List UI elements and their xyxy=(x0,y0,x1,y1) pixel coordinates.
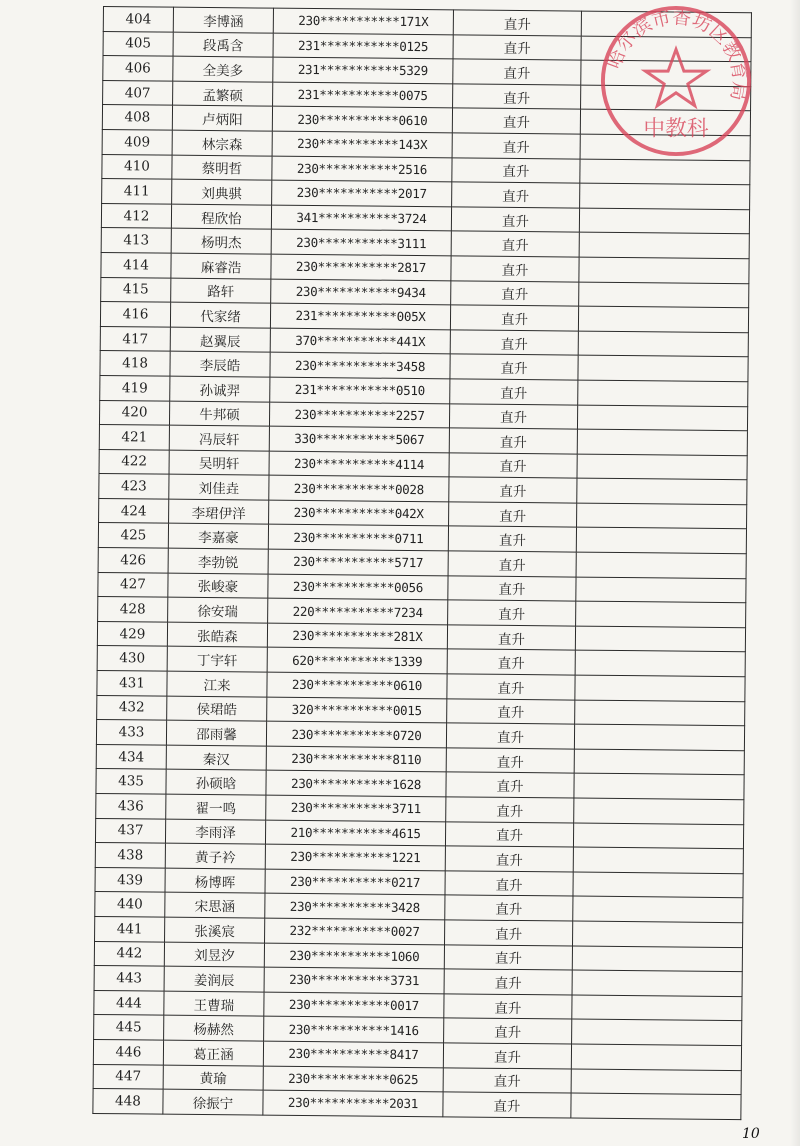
id-number-cell: 330***********5067 xyxy=(269,426,449,452)
id-number-cell: 230***********3458 xyxy=(270,352,450,378)
id-number-cell: 230***********042X xyxy=(269,500,449,526)
remarks-cell xyxy=(574,724,744,750)
student-name-cell: 侯珺皓 xyxy=(167,696,267,722)
remarks-cell xyxy=(575,626,745,652)
student-name-cell: 张皓森 xyxy=(167,622,267,648)
admission-type-cell: 直升 xyxy=(447,698,575,724)
student-name-cell: 程欣怡 xyxy=(171,204,271,230)
admission-type-cell: 直升 xyxy=(446,797,574,823)
id-number-cell: 231***********0075 xyxy=(273,82,453,108)
admission-type-cell: 直升 xyxy=(443,1043,571,1069)
student-name-cell: 孙硕晗 xyxy=(166,770,266,796)
remarks-cell xyxy=(574,773,744,799)
admission-type-cell: 直升 xyxy=(453,10,581,36)
row-number-cell: 421 xyxy=(99,425,169,450)
id-number-cell: 230***********1221 xyxy=(265,844,445,870)
admission-type-cell: 直升 xyxy=(447,649,575,675)
id-number-cell: 230***********1060 xyxy=(264,943,444,969)
id-number-cell: 230***********171X xyxy=(273,8,453,34)
roster-table-wrapper xyxy=(92,6,751,1120)
table-row xyxy=(93,1089,741,1120)
student-name-cell: 张溪宸 xyxy=(165,917,265,943)
student-name-cell: 宋思涵 xyxy=(165,893,265,919)
row-number-cell: 442 xyxy=(94,941,164,966)
student-name-cell: 赵翼辰 xyxy=(170,327,270,353)
student-name-cell: 刘昱汐 xyxy=(164,942,264,968)
id-number-cell: 320***********0015 xyxy=(267,697,447,723)
row-number-cell: 425 xyxy=(98,523,168,548)
id-number-cell: 231***********0125 xyxy=(273,33,453,59)
row-number-cell: 407 xyxy=(103,80,173,105)
student-name-cell: 黄瑜 xyxy=(163,1065,263,1091)
remarks-cell xyxy=(575,700,745,726)
admission-type-cell: 直升 xyxy=(452,182,580,208)
admission-type-cell: 直升 xyxy=(448,551,576,577)
remarks-cell xyxy=(576,577,746,603)
row-number-cell: 445 xyxy=(94,1015,164,1040)
id-number-cell: 230***********4114 xyxy=(269,451,449,477)
student-name-cell: 翟一鸣 xyxy=(166,794,266,820)
row-number-cell: 419 xyxy=(100,375,170,400)
remarks-cell xyxy=(581,11,751,37)
admission-type-cell: 直升 xyxy=(445,821,573,847)
admission-type-cell: 直升 xyxy=(448,575,576,601)
admission-type-cell: 直升 xyxy=(443,1092,571,1118)
student-name-cell: 全美多 xyxy=(173,56,273,82)
remarks-cell xyxy=(571,1093,741,1119)
student-name-cell: 林宗森 xyxy=(172,130,272,156)
row-number-cell: 437 xyxy=(95,818,165,843)
admission-type-cell: 直升 xyxy=(448,526,576,552)
id-number-cell: 220***********7234 xyxy=(268,598,448,624)
id-number-cell: 370***********441X xyxy=(270,328,450,354)
row-number-cell: 420 xyxy=(99,400,169,425)
row-number-cell: 439 xyxy=(95,867,165,892)
admission-type-cell: 直升 xyxy=(452,133,580,159)
id-number-cell: 231***********5329 xyxy=(273,57,453,83)
admission-type-cell: 直升 xyxy=(450,330,578,356)
remarks-cell xyxy=(573,872,743,898)
student-name-cell: 黄子衿 xyxy=(165,843,265,869)
row-number-cell: 406 xyxy=(103,56,173,81)
remarks-cell xyxy=(578,331,748,357)
remarks-cell xyxy=(580,109,750,135)
remarks-cell xyxy=(580,134,750,160)
id-number-cell: 230***********3711 xyxy=(266,795,446,821)
id-number-cell: 230***********3731 xyxy=(264,967,444,993)
row-number-cell: 413 xyxy=(101,228,171,253)
id-number-cell: 230***********1628 xyxy=(266,771,446,797)
row-number-cell: 411 xyxy=(102,179,172,204)
admission-type-cell: 直升 xyxy=(444,994,572,1020)
admission-type-cell: 直升 xyxy=(450,379,578,405)
id-number-cell: 210***********4615 xyxy=(265,820,445,846)
student-name-cell: 卢炳阳 xyxy=(172,106,272,132)
id-number-cell: 230***********0610 xyxy=(267,672,447,698)
row-number-cell: 416 xyxy=(100,302,170,327)
remarks-cell xyxy=(581,36,751,62)
row-number-cell: 438 xyxy=(95,843,165,868)
admission-type-cell: 直升 xyxy=(444,1018,572,1044)
student-name-cell: 孟繁硕 xyxy=(173,81,273,107)
row-number-cell: 429 xyxy=(97,621,167,646)
row-number-cell: 410 xyxy=(102,154,172,179)
row-number-cell: 430 xyxy=(97,646,167,671)
admission-type-cell: 直升 xyxy=(449,502,577,528)
id-number-cell: 230***********3111 xyxy=(271,229,451,255)
row-number-cell: 433 xyxy=(96,720,166,745)
student-name-cell: 江来 xyxy=(167,671,267,697)
remarks-cell xyxy=(573,896,743,922)
student-name-cell: 杨博晖 xyxy=(165,868,265,894)
row-number-cell: 434 xyxy=(96,744,166,769)
remarks-cell xyxy=(572,995,742,1021)
row-number-cell: 422 xyxy=(99,449,169,474)
remarks-cell xyxy=(581,85,751,111)
remarks-cell xyxy=(578,355,748,381)
student-name-cell: 徐振宁 xyxy=(163,1089,263,1115)
id-number-cell: 230***********0028 xyxy=(269,475,449,501)
row-number-cell: 432 xyxy=(97,695,167,720)
admission-type-cell: 直升 xyxy=(451,207,579,233)
student-name-cell: 秦汉 xyxy=(166,745,266,771)
row-number-cell: 427 xyxy=(98,572,168,597)
admission-type-cell: 直升 xyxy=(449,477,577,503)
remarks-cell xyxy=(572,1019,742,1045)
remarks-cell xyxy=(579,282,749,308)
admission-type-cell: 直升 xyxy=(450,305,578,331)
row-number-cell: 435 xyxy=(96,769,166,794)
admission-type-cell: 直升 xyxy=(444,969,572,995)
remarks-cell xyxy=(573,921,743,947)
row-number-cell: 404 xyxy=(103,7,173,32)
admission-type-cell: 直升 xyxy=(444,944,572,970)
admission-type-cell: 直升 xyxy=(452,157,580,183)
id-number-cell: 230***********2817 xyxy=(271,254,451,280)
student-name-cell: 冯辰轩 xyxy=(169,425,269,451)
row-number-cell: 443 xyxy=(94,966,164,991)
remarks-cell xyxy=(573,847,743,873)
student-name-cell: 刘佳垚 xyxy=(169,474,269,500)
admission-type-cell: 直升 xyxy=(451,256,579,282)
student-name-cell: 孙诚羿 xyxy=(170,376,270,402)
student-name-cell: 李雨泽 xyxy=(165,819,265,845)
row-number-cell: 444 xyxy=(94,990,164,1015)
remarks-cell xyxy=(573,823,743,849)
remarks-cell xyxy=(574,798,744,824)
scan-edge-shadow xyxy=(790,0,800,1146)
remarks-cell xyxy=(577,454,747,480)
seal-ring-text: 哈尔滨市香坊区教育局 xyxy=(603,7,750,103)
row-number-cell: 447 xyxy=(93,1064,163,1089)
remarks-cell xyxy=(578,380,748,406)
row-number-cell: 408 xyxy=(102,105,172,130)
admission-type-cell: 直升 xyxy=(453,34,581,60)
student-name-cell: 葛正涵 xyxy=(163,1040,263,1066)
admission-type-cell: 直升 xyxy=(451,231,579,257)
student-name-cell: 路轩 xyxy=(171,278,271,304)
id-number-cell: 230***********281X xyxy=(267,623,447,649)
student-name-cell: 李博涵 xyxy=(173,7,273,33)
id-number-cell: 232***********0027 xyxy=(265,918,445,944)
row-number-cell: 415 xyxy=(101,277,171,302)
row-number-cell: 424 xyxy=(99,498,169,523)
remarks-cell xyxy=(577,503,747,529)
id-number-cell: 230***********0610 xyxy=(272,107,452,133)
remarks-cell xyxy=(581,60,751,86)
roster-body xyxy=(93,7,752,1120)
id-number-cell: 230***********0711 xyxy=(268,525,448,551)
remarks-cell xyxy=(579,257,749,283)
remarks-cell xyxy=(577,478,747,504)
student-name-cell: 李嘉豪 xyxy=(168,524,268,550)
row-number-cell: 417 xyxy=(100,326,170,351)
id-number-cell: 230***********8417 xyxy=(263,1041,443,1067)
id-number-cell: 230***********0720 xyxy=(266,721,446,747)
row-number-cell: 414 xyxy=(101,252,171,277)
student-name-cell: 牛邦硕 xyxy=(169,401,269,427)
id-number-cell: 230***********0017 xyxy=(264,992,444,1018)
student-name-cell: 张峻豪 xyxy=(168,573,268,599)
id-number-cell: 231***********0510 xyxy=(270,377,450,403)
id-number-cell: 230***********2031 xyxy=(263,1090,443,1116)
id-number-cell: 230***********5717 xyxy=(268,549,448,575)
row-number-cell: 423 xyxy=(99,474,169,499)
student-name-cell: 邵雨馨 xyxy=(166,720,266,746)
student-name-cell: 段禹含 xyxy=(173,32,273,58)
admission-type-cell: 直升 xyxy=(449,403,577,429)
id-number-cell: 230***********0625 xyxy=(263,1066,443,1092)
remarks-cell xyxy=(578,306,748,332)
admission-type-cell: 直升 xyxy=(449,428,577,454)
row-number-cell: 412 xyxy=(101,203,171,228)
remarks-cell xyxy=(580,183,750,209)
remarks-cell xyxy=(575,675,745,701)
student-name-cell: 姜润辰 xyxy=(164,966,264,992)
admission-type-cell: 直升 xyxy=(445,871,573,897)
row-number-cell: 428 xyxy=(98,597,168,622)
row-number-cell: 431 xyxy=(97,671,167,696)
admission-type-cell: 直升 xyxy=(453,59,581,85)
student-name-cell: 李辰皓 xyxy=(170,351,270,377)
admission-type-cell: 直升 xyxy=(447,674,575,700)
student-name-cell: 蔡明哲 xyxy=(172,155,272,181)
admission-type-cell: 直升 xyxy=(445,846,573,872)
admission-type-cell: 直升 xyxy=(448,600,576,626)
remarks-cell xyxy=(579,232,749,258)
admission-type-cell: 直升 xyxy=(447,625,575,651)
student-name-cell: 杨赫然 xyxy=(164,1015,264,1041)
id-number-cell: 230***********0056 xyxy=(268,574,448,600)
id-number-cell: 341***********3724 xyxy=(271,205,451,231)
admission-type-cell: 直升 xyxy=(446,723,574,749)
student-name-cell: 麻睿浩 xyxy=(171,253,271,279)
remarks-cell xyxy=(576,601,746,627)
id-number-cell: 230***********2017 xyxy=(272,180,452,206)
student-name-cell: 李勃锐 xyxy=(168,548,268,574)
page-number: 10 xyxy=(742,1126,760,1142)
id-number-cell: 230***********1416 xyxy=(264,1016,444,1042)
admission-type-cell: 直升 xyxy=(445,920,573,946)
row-number-cell: 409 xyxy=(102,129,172,154)
remarks-cell xyxy=(577,405,747,431)
remarks-cell xyxy=(572,970,742,996)
remarks-cell xyxy=(571,1044,741,1070)
student-name-cell: 丁宇轩 xyxy=(167,647,267,673)
student-name-cell: 王曹瑞 xyxy=(164,991,264,1017)
admission-type-cell: 直升 xyxy=(450,354,578,380)
student-name-cell: 李珺伊洋 xyxy=(169,499,269,525)
row-number-cell: 448 xyxy=(93,1089,163,1114)
remarks-cell xyxy=(577,429,747,455)
student-name-cell: 杨明杰 xyxy=(171,229,271,255)
remarks-cell xyxy=(576,552,746,578)
student-name-cell: 代家绪 xyxy=(170,302,270,328)
id-number-cell: 230***********143X xyxy=(272,131,452,157)
student-name-cell: 刘典骐 xyxy=(172,179,272,205)
row-number-cell: 405 xyxy=(103,31,173,56)
student-name-cell: 吴明轩 xyxy=(169,450,269,476)
remarks-cell xyxy=(572,946,742,972)
id-number-cell: 230***********2516 xyxy=(272,156,452,182)
row-number-cell: 418 xyxy=(100,351,170,376)
id-number-cell: 620***********1339 xyxy=(267,648,447,674)
admission-type-cell: 直升 xyxy=(445,895,573,921)
student-roster-table xyxy=(92,6,752,1120)
row-number-cell: 436 xyxy=(96,793,166,818)
id-number-cell: 231***********005X xyxy=(270,303,450,329)
seal-center-text: 中教科 xyxy=(643,116,709,142)
admission-type-cell: 直升 xyxy=(446,748,574,774)
admission-type-cell: 直升 xyxy=(453,84,581,110)
admission-type-cell: 直升 xyxy=(449,453,577,479)
remarks-cell xyxy=(579,208,749,234)
id-number-cell: 230***********9434 xyxy=(271,279,451,305)
admission-type-cell: 直升 xyxy=(443,1067,571,1093)
admission-type-cell: 直升 xyxy=(446,772,574,798)
admission-type-cell: 直升 xyxy=(451,280,579,306)
id-number-cell: 230***********8110 xyxy=(266,746,446,772)
id-number-cell: 230***********3428 xyxy=(265,893,445,919)
remarks-cell xyxy=(571,1069,741,1095)
row-number-cell: 440 xyxy=(95,892,165,917)
remarks-cell xyxy=(576,528,746,554)
row-number-cell: 441 xyxy=(95,916,165,941)
admission-type-cell: 直升 xyxy=(452,108,580,134)
id-number-cell: 230***********2257 xyxy=(269,402,449,428)
id-number-cell: 230***********0217 xyxy=(265,869,445,895)
remarks-cell xyxy=(574,749,744,775)
student-name-cell: 徐安瑞 xyxy=(168,597,268,623)
row-number-cell: 426 xyxy=(98,548,168,573)
remarks-cell xyxy=(575,651,745,677)
remarks-cell xyxy=(580,159,750,185)
row-number-cell: 446 xyxy=(93,1039,163,1064)
